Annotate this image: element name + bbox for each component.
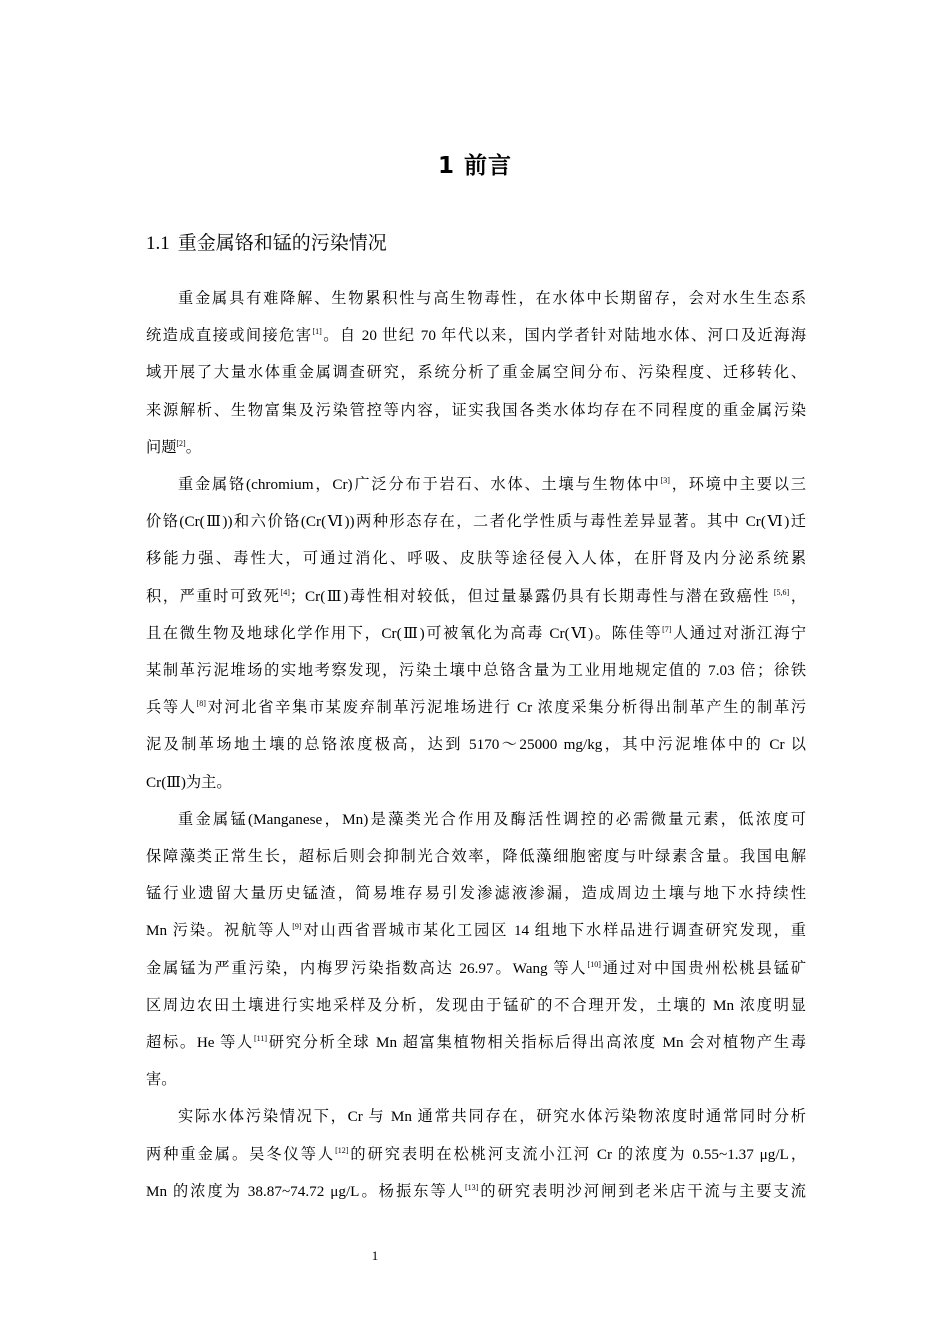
paragraph [146, 801, 806, 1099]
text-line: 且在微生物及地球化学作用下，Cr(Ⅲ)可被氧化为高毒 Cr(Ⅵ)。陈佳等[7]人通过对浙江海宁 [146, 624, 806, 642]
section-title: 重金属铬和锰的污染情况 [177, 232, 387, 254]
text-line: Cr(Ⅲ)为主。 [146, 773, 232, 791]
text-line: 兵等人[8]对河北省辛集市某废弃制革污泥堆场进行 Cr 浓度采集分析得出制革产生的制革污 [146, 699, 806, 717]
text-line: 害。 [146, 1071, 177, 1089]
page-number: 1 [371, 1248, 379, 1263]
text-line: 超标。He 等人[11]研究分析全球 Mn 超富集植物相关指标后得出高浓度 Mn 会对植物产生毒 [146, 1034, 806, 1052]
text-line: 重金属锰(Manganese，Mn)是藻类光合作用及酶活性调控的必需微量元素，低浓度可 [178, 810, 806, 828]
text-line: 积，严重时可致死[4]；Cr(Ⅲ)毒性相对较低，但过量暴露仍具有长期毒性与潜在致癌性 [5,6]， [146, 587, 806, 605]
citation-ref: [2] [176, 438, 186, 448]
text-line: 移能力强、毒性大，可通过消化、呼吸、皮肤等途径侵入人体，在肝肾及内分泌系统累 [146, 550, 806, 568]
citation-ref: [13] [464, 1182, 479, 1192]
text-line: 锰行业遗留大量历史锰渣，简易堆存易引发渗滤液渗漏，造成周边土壤与地下水持续性 [146, 885, 806, 903]
citation-ref: [12] [335, 1145, 349, 1155]
citation-ref: [9] [292, 922, 302, 932]
section-heading [146, 228, 387, 259]
citation-ref: [1] [312, 327, 322, 337]
text-line: 问题[2]。 [146, 438, 201, 456]
citation-ref: [7] [662, 624, 672, 634]
text-line: 某制革污泥堆场的实地考察发现，污染土壤中总铬含量为工业用地规定值的 7.03 倍；徐铁 [146, 662, 806, 680]
text-line: 区周边农田土壤进行实地采样及分析，发现由于锰矿的不合理开发，土壤的 Mn 浓度明显 [146, 996, 806, 1014]
citation-ref: [3] [660, 476, 670, 486]
section-number: 1.1 [146, 233, 170, 254]
text-line: 重金属具有难降解、生物累积性与高生物毒性，在水体中长期留存，会对水生生态系 [178, 290, 806, 307]
citation-ref: [10] [587, 959, 601, 969]
paragraph [146, 280, 806, 466]
text-line: Mn 的浓度为 38.87~74.72 μg/L。杨振东等人[13]的研究表明沙河闸到老米店干流与主要支流 [146, 1182, 806, 1200]
text-line: 保障藻类正常生长，超标后则会抑制光合效率，降低藻细胞密度与叶绿素含量。我国电解 [146, 848, 806, 866]
text-line: 统造成直接或间接危害[1]。自 20 世纪 70 年代以来，国内学者针对陆地水体、河口及近海海 [146, 327, 806, 345]
text-line: 两种重金属。吴冬仪等人[12]的研究表明在松桃河支流小江河 Cr 的浓度为 0.55~1.37 μg/L， [146, 1145, 806, 1163]
citation-ref: [4] [280, 587, 290, 597]
chapter-title: 1 前言 [437, 153, 512, 179]
text-line: 来源解析、生物富集及污染管控等内容，证实我国各类水体均存在不同程度的重金属污染 [146, 401, 806, 419]
paragraph [146, 1098, 806, 1210]
citation-ref: [11] [254, 1034, 268, 1044]
text-line: 金属锰为严重污染，内梅罗污染指数高达 26.97。Wang 等人[10]通过对中国贵州松桃县锰矿 [146, 959, 806, 977]
text-line: 实际水体污染情况下，Cr 与 Mn 通常共同存在，研究水体污染物浓度时通常同时分析 [178, 1108, 806, 1126]
text-line: Mn 污染。祝航等人[9]对山西省晋城市某化工园区 14 组地下水样品进行调查研究发现，重 [146, 922, 806, 940]
text-line: 重金属铬(chromium，Cr)广泛分布于岩石、水体、土壤与生物体中[3]，环境中主要以三 [178, 476, 806, 494]
text-line: 泥及制革场地土壤的总铬浓度极高，达到 5170～25000 mg/kg，其中污泥堆体中的 Cr 以 [146, 736, 806, 754]
body-text [146, 280, 806, 1210]
text-line: 域开展了大量水体重金属调查研究，系统分析了重金属空间分布、污染程度、迁移转化、 [146, 364, 806, 382]
citation-ref: [5,6] [770, 587, 790, 597]
text-line: 价铬(Cr(Ⅲ))和六价铬(Cr(Ⅵ))两种形态存在，二者化学性质与毒性差异显著。其中 Cr(Ⅵ)迁 [146, 513, 806, 531]
paragraph [146, 466, 806, 801]
citation-ref: [8] [196, 699, 206, 709]
